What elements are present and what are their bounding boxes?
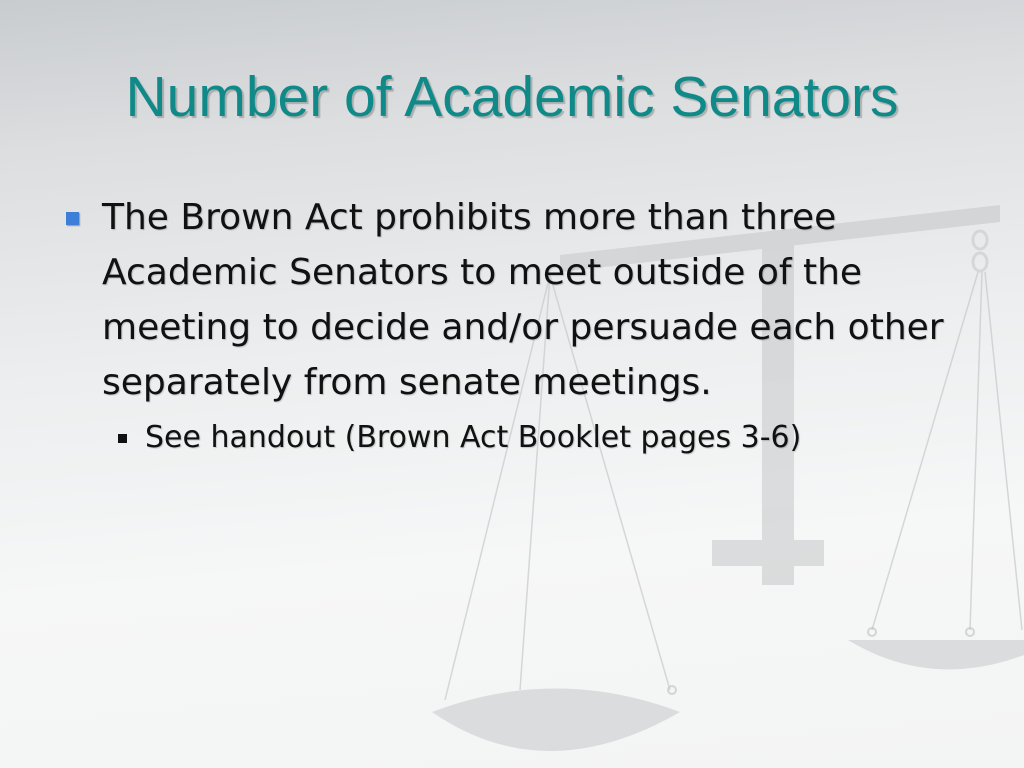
sub-bullet-text: See handout (Brown Act Booklet pages 3-6) xyxy=(145,420,802,455)
bullet-text: The Brown Act prohibits more than three Academic Senators to meet outside of the meeting to decide and/or persuade each other separately from senate meetings. xyxy=(102,197,944,403)
square-bullet-icon xyxy=(66,212,79,225)
square-bullet-icon xyxy=(118,434,127,443)
bullet-list xyxy=(60,190,960,460)
bullet-item xyxy=(60,190,960,410)
sub-bullet-item xyxy=(116,416,960,460)
slide-title: Number of Academic Senators xyxy=(125,65,899,129)
